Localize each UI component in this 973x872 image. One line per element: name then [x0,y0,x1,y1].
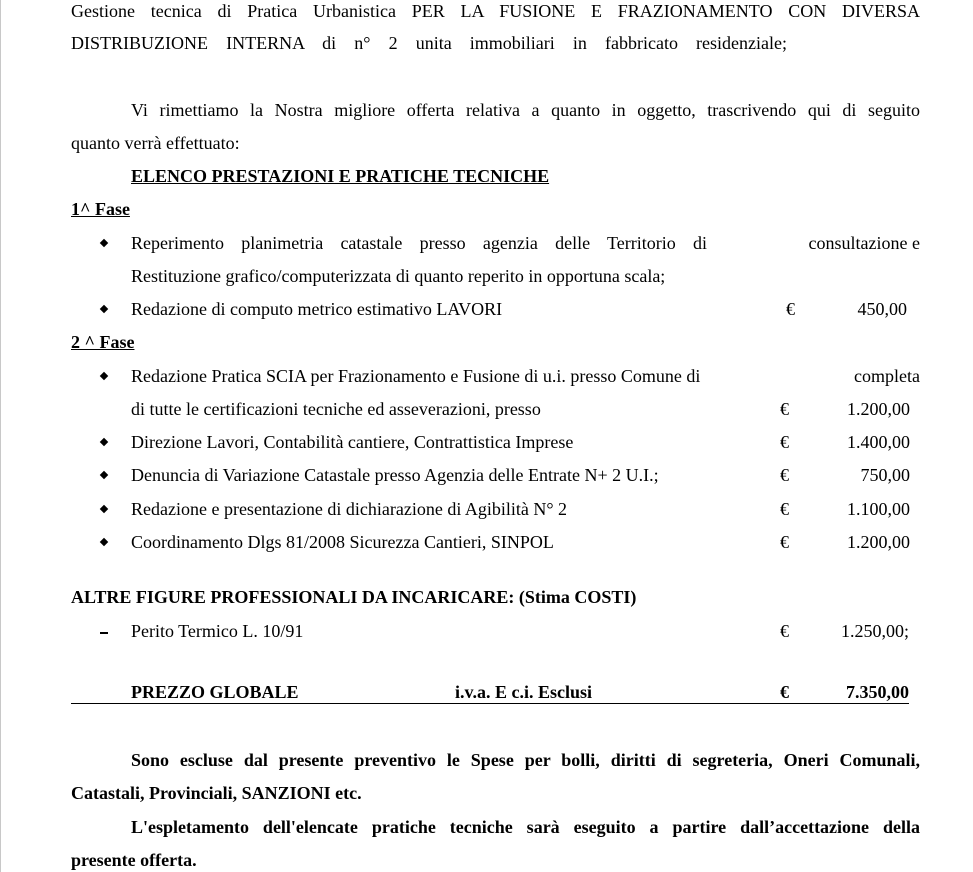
phase-2-item-5-amount: 1.200,00 [847,532,910,552]
phase-2-item-4-currency: € [780,499,789,519]
intro-line-2: DISTRIBUZIONE INTERNA di n° 2 unita immobiliari in fabbricato residenziale; [71,33,787,53]
offer-line-1: Vi rimettiamo la Nostra migliore offerta relativa a quanto in oggetto, trascrivendo qui di seguito [131,100,920,120]
phase-2-item-1-currency: € [780,399,789,419]
total-currency: € [780,682,789,702]
phase-1-item-1-line-1: Reperimento planimetria catastale presso agenzia delle Territorio di [131,233,707,253]
phase-2-item-4-amount: 1.100,00 [847,499,910,519]
other-item-1-currency: € [780,621,789,641]
phase-1-item-1-line-2: Restituzione grafico/computerizzata di quanto reperito in opportuna scala; [131,266,666,286]
closing-p1-line-1: Sono escluse dal presente preventivo le Spese per bolli, diritti di segreteria, Oneri Comunali, [131,750,920,770]
other-item-1-amount: 1.250,00; [841,621,910,641]
phase-2-item-5-text: Coordinamento Dlgs 81/2008 Sicurezza Cantieri, SINPOL [131,532,554,552]
bullet-icon [100,438,108,446]
phase-2-item-1-amount: 1.200,00 [847,399,910,419]
phase-2-item-3-text: Denuncia di Variazione Catastale presso Agenzia delle Entrate N+ 2 U.I.; [131,465,659,485]
closing-p1-line-2: Catastali, Provinciali, SANZIONI etc. [71,783,362,803]
list-title: ELENCO PRESTAZIONI E PRATICHE TECNICHE [131,166,550,186]
total-amount: 7.350,00 [846,682,909,702]
phase-2-item-2-amount: 1.400,00 [847,432,910,452]
bullet-icon [100,305,108,313]
bullet-icon [100,505,108,513]
closing-p2-line-1: L'espletamento dell'elencate pratiche tecniche sarà eseguito a partire dall’accettazione della [131,817,920,837]
phase-2-item-3-amount: 750,00 [860,465,910,485]
phase-2-item-1-line-1: Redazione Pratica SCIA per Frazionamento e Fusione di u.i. presso Comune di [131,366,701,386]
bullet-icon [100,239,108,247]
total-note: i.v.a. E c.i. Esclusi [455,682,593,702]
phase-2-item-3-currency: € [780,465,789,485]
other-professionals-title: ALTRE FIGURE PROFESSIONALI DA INCARICARE: (Stima COSTI) [71,587,637,607]
total-underline [71,703,909,704]
phase-2-item-4-text: Redazione e presentazione di dichiarazione di Agibilità N° 2 [131,499,568,519]
dash-icon [100,632,108,634]
bullet-icon [100,471,108,479]
phase-2-item-2-text: Direzione Lavori, Contabilità cantiere, Contrattistica Imprese [131,432,574,452]
intro-line-1: Gestione tecnica di Pratica Urbanistica PER LA FUSIONE E FRAZIONAMENTO CON DIVERSA [71,1,920,21]
total-label: PREZZO GLOBALE [131,682,299,702]
closing-p2-line-2: presente offerta. [71,850,197,870]
other-item-1-text: Perito Termico L. 10/91 [131,621,304,641]
bullet-icon [100,372,108,380]
offer-line-2: quanto verrà effettuato: [71,133,240,153]
phase-1-item-1-line-1-end: consultazione e [808,233,920,253]
phase-1-title: 1^ Fase [71,199,130,219]
phase-2-item-1-line-2: di tutte le certificazioni tecniche ed asseverazioni, presso [131,399,541,419]
phase-1-item-2-amount: 450,00 [857,299,907,319]
phase-2-title: 2 ^ Fase [71,332,135,352]
phase-2-item-5-currency: € [780,532,789,552]
bullet-icon [100,538,108,546]
page-left-edge [0,0,1,872]
phase-1-item-2-currency: € [786,299,795,319]
phase-2-item-1-line-1-end: completa [854,366,920,386]
phase-2-item-2-currency: € [780,432,789,452]
phase-1-item-2-text: Redazione di computo metrico estimativo LAVORI [131,299,503,319]
